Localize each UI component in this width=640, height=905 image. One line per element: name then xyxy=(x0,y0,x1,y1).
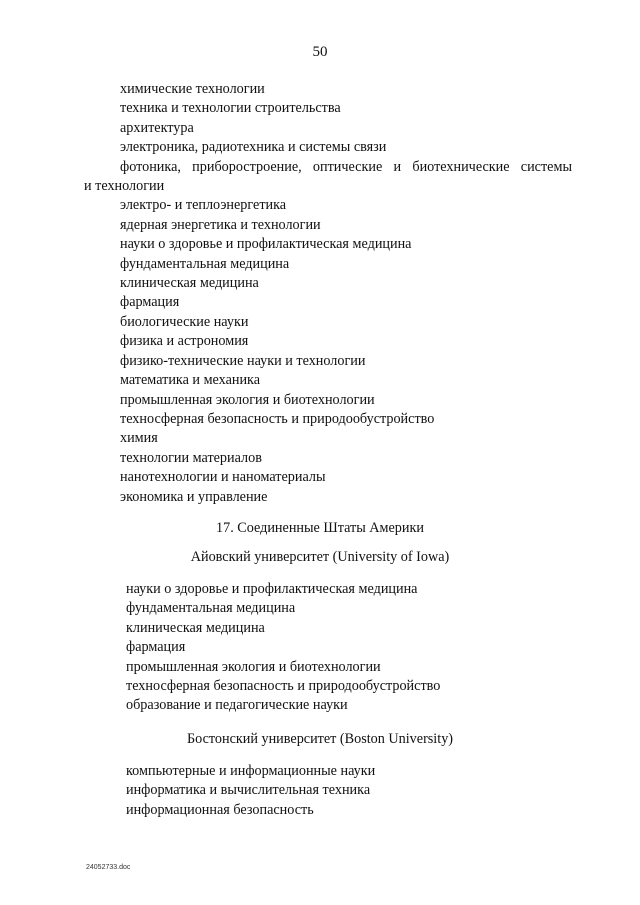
page-number: 50 xyxy=(312,44,328,60)
list-item: физика и астрономия xyxy=(120,333,249,350)
list-item: информатика и вычислительная техника xyxy=(126,782,371,799)
list-item: техника и технологии строительства xyxy=(120,100,341,117)
list-item: промышленная экология и биотехнологии xyxy=(126,658,381,675)
specialties-list-continued xyxy=(0,80,640,507)
list-item: ядерная энергетика и технологии xyxy=(120,216,321,233)
list-item: техносферная безопасность и природообустройство xyxy=(126,678,441,695)
list-item: фундаментальная медицина xyxy=(120,255,290,272)
list-item: электроника, радиотехника и системы связи xyxy=(120,139,387,156)
list-item: фармация xyxy=(120,294,180,311)
list-item: физико-технические науки и технологии xyxy=(120,352,366,369)
list-item: математика и механика xyxy=(120,372,261,389)
list-item: фармация xyxy=(126,639,186,656)
list-item: химия xyxy=(120,430,158,447)
word: биотехнические xyxy=(412,158,510,175)
list-item-text xyxy=(120,158,572,177)
list-item xyxy=(0,158,640,177)
section-heading: 17. Соединенные Штаты Америки xyxy=(216,520,424,536)
list-item: электро- и теплоэнергетика xyxy=(120,197,287,214)
list-item: промышленная экология и биотехнологии xyxy=(120,391,375,408)
list-item: компьютерные и информационные науки xyxy=(126,763,376,779)
list-item: клиническая медицина xyxy=(126,619,265,636)
list-item: нанотехнологии и наноматериалы xyxy=(120,469,326,486)
word: приборостроение, xyxy=(192,158,302,175)
iowa-specialties-list xyxy=(0,580,640,716)
university-title-boston: Бостонский университет (Boston University) xyxy=(186,731,454,747)
document-footer-code: 24052733.doc xyxy=(86,864,131,871)
list-item: науки о здоровье и профилактическая медицина xyxy=(126,581,418,597)
list-item: экономика и управление xyxy=(120,488,268,505)
list-item: биологические науки xyxy=(120,313,249,330)
list-item: информационная безопасность xyxy=(126,801,314,818)
word: фотоника, xyxy=(120,158,181,175)
list-item: фундаментальная медицина xyxy=(126,600,296,617)
word: и xyxy=(393,158,402,175)
word: оптические xyxy=(312,158,383,175)
list-item: клиническая медицина xyxy=(120,275,259,292)
boston-specialties-list xyxy=(0,762,640,820)
list-item: техносферная безопасность и природообустройство xyxy=(120,410,435,427)
list-item: архитектура xyxy=(120,119,194,136)
university-title-iowa: Айовский университет (University of Iowa) xyxy=(190,549,450,565)
list-item: технологии материалов xyxy=(120,449,262,466)
list-item: химические технологии xyxy=(120,81,265,97)
list-item: образование и педагогические науки xyxy=(126,697,348,714)
word: системы xyxy=(520,158,572,175)
list-item-continuation: и технологии xyxy=(84,178,165,195)
list-item: науки о здоровье и профилактическая медицина xyxy=(120,236,412,253)
